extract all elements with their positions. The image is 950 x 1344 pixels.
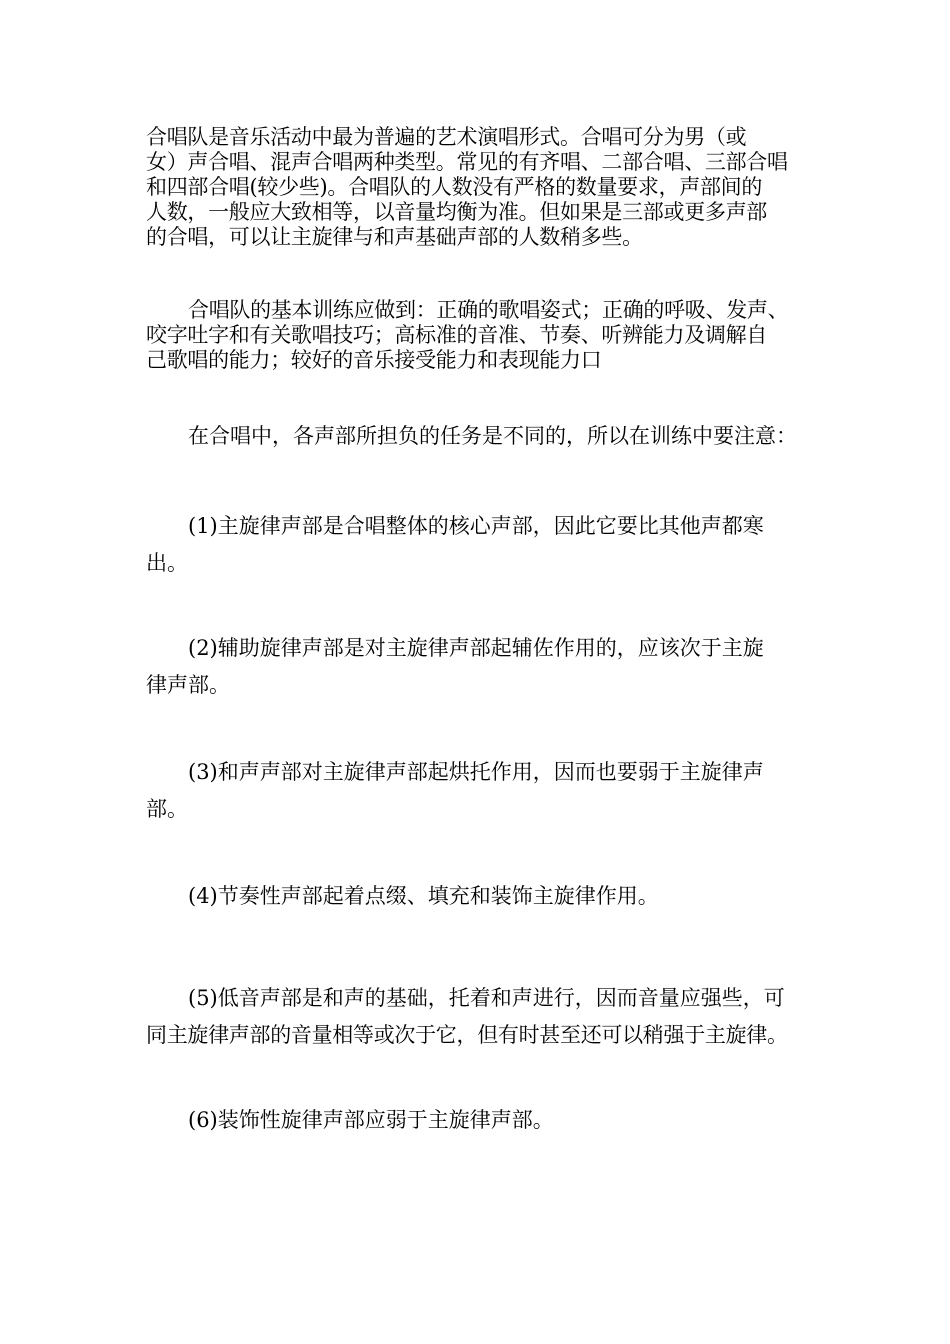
list-item-6	[146, 1102, 822, 1139]
text-line: 女）声合唱、混声合唱两种类型。常见的有齐唱、二部合唱、三部合唱	[146, 150, 788, 174]
text-line: 在合唱中，各声部所担负的任务是不同的，所以在训练中要注意：	[188, 424, 797, 448]
text-line: 合唱队是音乐活动中最为普遍的艺术演唱形式。合唱可分为男（或	[146, 125, 747, 149]
paragraph-intro	[146, 125, 822, 250]
text-line: 律声部。	[146, 673, 230, 697]
text-line: (4)节奏性声部起着点缀、填充和装饰主旋律作用。	[188, 884, 659, 908]
text-line: 合唱队的基本训练应做到：正确的歌唱姿式；正确的呼吸、发声、	[188, 298, 789, 322]
list-item-4	[146, 878, 822, 915]
text-line: 部。	[146, 797, 188, 821]
list-item-2	[146, 630, 822, 704]
list-item-1	[146, 508, 822, 582]
paragraph-basic-training	[146, 298, 822, 373]
list-item-5	[146, 980, 822, 1054]
text-line: 同主旋律声部的音量相等或次于它，但有时甚至还可以稍强于主旋律。	[146, 1023, 788, 1047]
text-line: 出。	[146, 551, 188, 575]
text-line: (3)和声声部对主旋律声部起烘托作用，因而也要弱于主旋律声	[188, 760, 764, 784]
text-line: 咬字吐字和有关歌唱技巧；高标准的音准、节奏、听辨能力及调解自	[146, 323, 767, 347]
paragraph-voice-tasks	[146, 424, 822, 449]
text-line: (6)装饰性旋律声部应弱于主旋律声部。	[188, 1108, 554, 1132]
text-line: 人数，一般应大致相等，以音量均衡为准。但如果是三部或更多声部	[146, 200, 767, 224]
text-line: (5)低音声部是和声的基础，托着和声进行，因而音量应强些，可	[188, 986, 785, 1010]
text-line: 和四部合唱(较少些)。合唱队的人数没有严格的数量要求，声部间的	[146, 175, 763, 199]
list-item-3	[146, 754, 822, 828]
text-line: (2)辅助旋律声部是对主旋律声部起辅佐作用的，应该次于主旋	[188, 636, 764, 660]
text-line: (1)主旋律声部是合唱整体的核心声部，因此它要比其他声都寒	[188, 514, 764, 538]
text-line: 的合唱，可以让主旋律与和声基础声部的人数稍多些。	[146, 225, 643, 249]
text-line: 己歌唱的能力；较好的音乐接受能力和表现能力口	[146, 348, 602, 372]
